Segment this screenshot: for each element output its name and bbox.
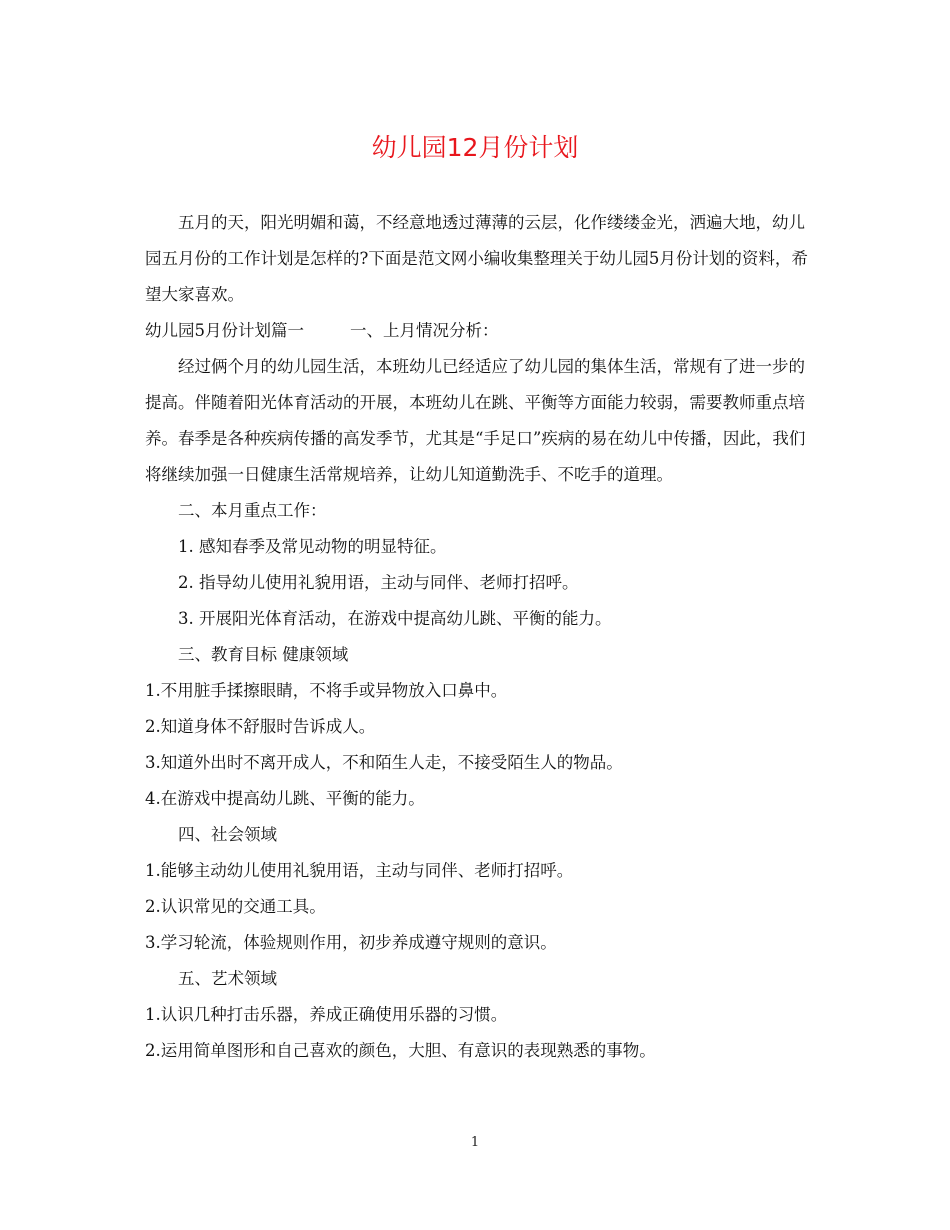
document-title: 幼儿园12月份计划 — [371, 133, 579, 162]
analysis-paragraph: 经过俩个月的幼儿园生活，本班幼儿已经适应了幼儿园的集体生活，常规有了进一步的提高。伴随着阳光体育活动的开展，本班幼儿在跳、平衡等方面能力较弱，需要教师重点培养。春季是各种疾病传播的高发季节，尤其是“手足口”疾病的易在幼儿中传播，因此，我们将继续加强一日健康生活常规培养，让幼儿知道勤洗手、不吃手的道理。 — [145, 357, 806, 484]
social-item: 2.认识常见的交通工具。 — [145, 897, 326, 916]
key-work-item: 2. 指导幼儿使用礼貌用语，主动与同伴、老师打招呼。 — [178, 573, 579, 592]
art-item: 2.运用简单图形和自己喜欢的颜色，大胆、有意识的表现熟悉的事物。 — [145, 1041, 656, 1060]
art-item: 1.认识几种打击乐器，养成正确使用乐器的习惯。 — [145, 1005, 508, 1024]
intro-paragraph: 五月的天，阳光明媚和蔼，不经意地透过薄薄的云层，化作缕缕金光，洒遍大地，幼儿园五月份的工作计划是怎样的?下面是范文网小编收集整理关于幼儿园5月份计划的资料，希望大家喜欢。 — [145, 213, 808, 304]
key-work-item: 3. 开展阳光体育活动，在游戏中提高幼儿跳、平衡的能力。 — [178, 609, 612, 628]
key-work-heading: 二、本月重点工作： — [178, 501, 327, 520]
key-work-item: 1. 感知春季及常见动物的明显特征。 — [178, 537, 447, 556]
social-item: 3.学习轮流，体验规则作用，初步养成遵守规则的意识。 — [145, 933, 557, 952]
section-heading — [145, 313, 810, 349]
social-item: 1.能够主动幼儿使用礼貌用语，主动与同伴、老师打招呼。 — [145, 861, 574, 880]
art-heading: 五、艺术领域 — [178, 969, 277, 988]
health-item: 4.在游戏中提高幼儿跳、平衡的能力。 — [145, 789, 425, 808]
section-heading-title: 幼儿园5月份计划篇一 — [145, 321, 304, 340]
health-item: 2.知道身体不舒服时告诉成人。 — [145, 717, 376, 736]
health-item: 1.不用脏手揉擦眼睛，不将手或异物放入口鼻中。 — [145, 681, 508, 700]
document-body — [145, 205, 810, 1069]
health-item: 3.知道外出时不离开成人，不和陌生人走，不接受陌生人的物品。 — [145, 753, 623, 772]
goals-heading: 三、教育目标 健康领域 — [178, 645, 349, 664]
section-heading-subtitle: 一、上月情况分析： — [350, 321, 499, 340]
page-number: 1 — [470, 1135, 480, 1150]
social-heading: 四、社会领域 — [178, 825, 277, 844]
